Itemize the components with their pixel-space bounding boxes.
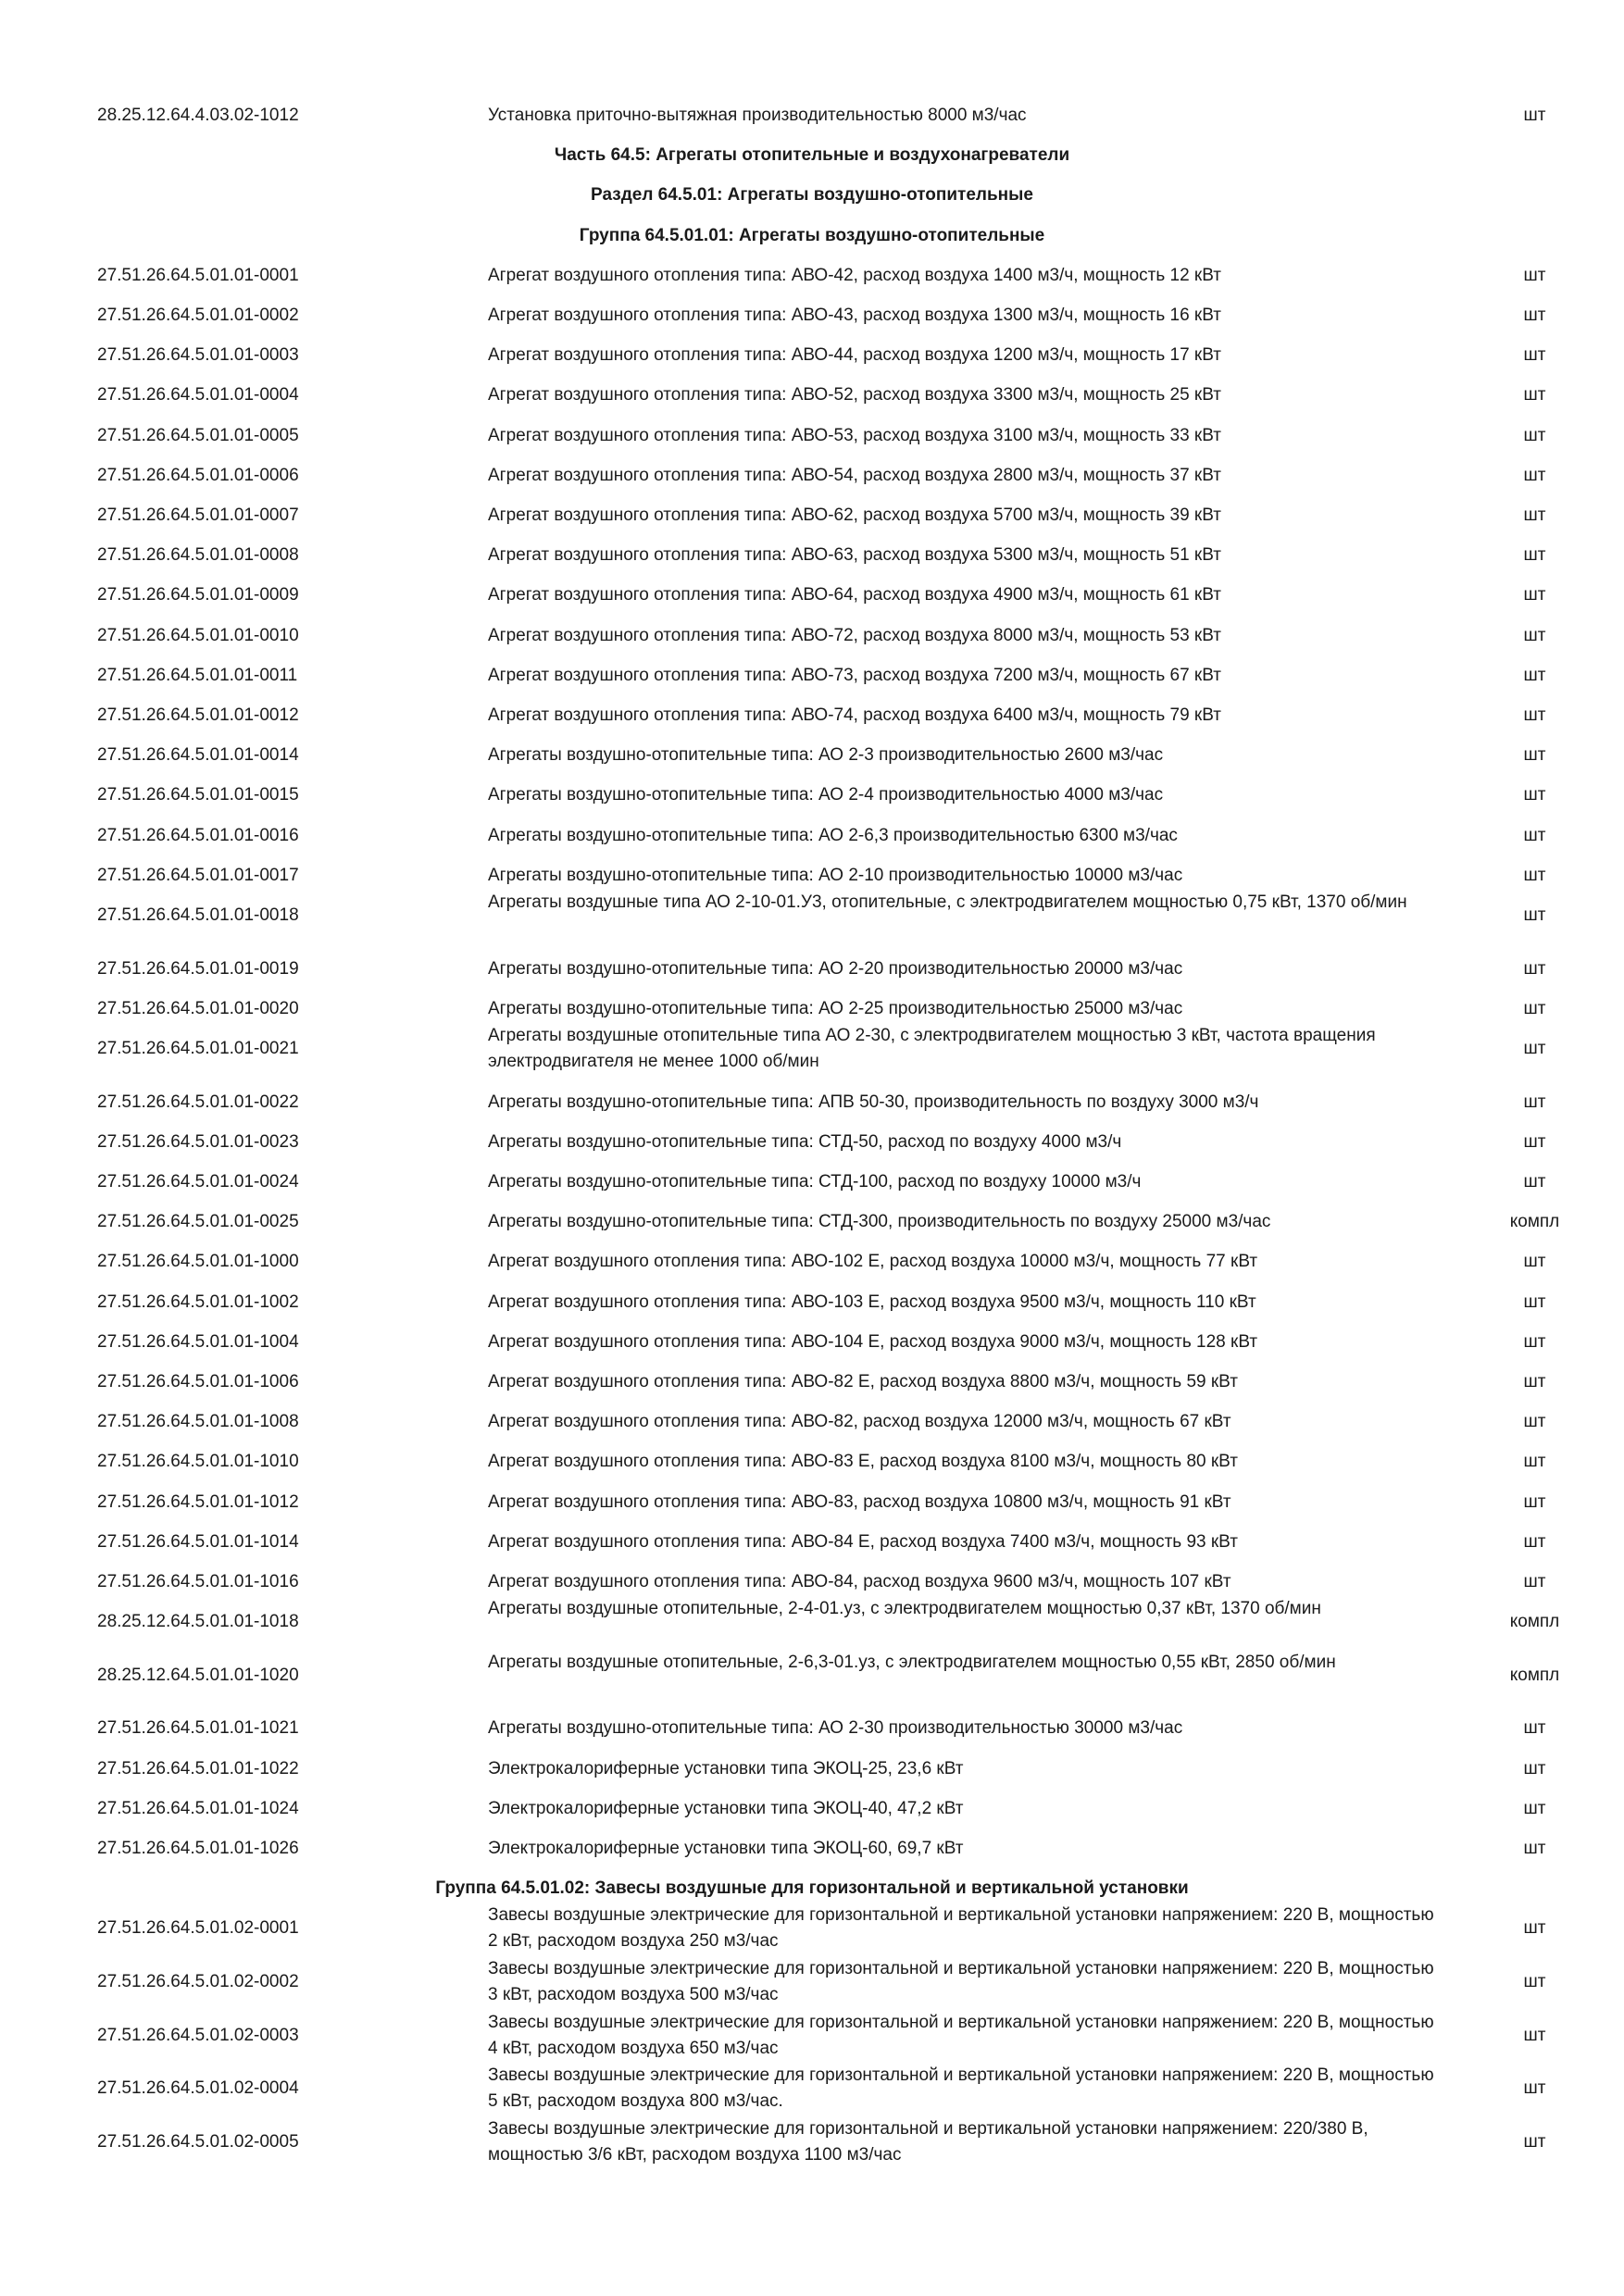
item-description: Агрегаты воздушно-отопительные типа: АО 2-4 производительностью 4000 м3/час [488, 785, 1164, 805]
item-description: Завесы воздушные электрические для горизонтальной и вертикальной установки напряжением: 220 В, мощностью 5 кВт, расходом воздуха 800 м3/час. [488, 2065, 1434, 2112]
item-code: 27.51.26.64.5.01.01-0009 [97, 585, 299, 605]
item-unit: шт [1523, 1292, 1546, 1312]
item-unit: шт [1523, 865, 1546, 885]
item-unit: шт [1523, 1918, 1546, 1939]
item-code: 27.51.26.64.5.01.01-0006 [97, 465, 299, 485]
item-description: Установка приточно-вытяжная производительностью 8000 м3/час [488, 106, 1027, 125]
item-code: 27.51.26.64.5.01.01-1012 [97, 1491, 299, 1512]
item-unit: шт [1523, 505, 1546, 525]
item-description: Агрегат воздушного отопления типа: АВО-84 Е, расход воздуха 7400 м3/ч, мощность 93 кВт [488, 1531, 1238, 1552]
item-code: 27.51.26.64.5.01.01-0003 [97, 345, 299, 366]
item-description: Агрегат воздушного отопления типа: АВО-102 Е, расход воздуха 10000 м3/ч, мощность 77 кВт [488, 1252, 1258, 1272]
item-unit: шт [1523, 1452, 1546, 1472]
item-code: 27.51.26.64.5.01.01-0023 [97, 1131, 299, 1152]
item-description: Агрегат воздушного отопления типа: АВО-74, расход воздуха 6400 м3/ч, мощность 79 кВт [488, 705, 1221, 725]
item-code: 27.51.26.64.5.01.02-0003 [97, 2025, 299, 2045]
item-code: 27.51.26.64.5.01.01-0005 [97, 425, 299, 445]
item-code: 27.51.26.64.5.01.01-0007 [97, 505, 299, 525]
item-unit: шт [1523, 1839, 1546, 1858]
item-code: 27.51.26.64.5.01.01-1016 [97, 1572, 299, 1591]
item-description: Агрегаты воздушные отопительные, 2-6,3-01.уз, с электродвигателем мощностью 0,55 кВт, 2850 об/мин [488, 1652, 1336, 1672]
item-code: 27.51.26.64.5.01.01-0021 [97, 1039, 299, 1058]
item-description: Агрегаты воздушно-отопительные типа: АО 2-25 производительностью 25000 м3/час [488, 998, 1183, 1018]
item-code: 27.51.26.64.5.01.01-0015 [97, 785, 299, 805]
item-code: 27.51.26.64.5.01.01-0019 [97, 958, 299, 979]
item-unit: шт [1523, 1092, 1546, 1112]
item-code: 27.51.26.64.5.01.01-0008 [97, 545, 299, 566]
item-unit: шт [1523, 585, 1546, 605]
item-code: 27.51.26.64.5.01.02-0004 [97, 2078, 299, 2099]
item-description: Агрегаты воздушно-отопительные типа: АПВ 50-30, производительность по воздуху 3000 м3/ч [488, 1092, 1259, 1112]
item-description: Агрегат воздушного отопления типа: АВО-52, расход воздуха 3300 м3/ч, мощность 25 кВт [488, 385, 1221, 406]
item-description: Агрегаты воздушно-отопительные типа: АО 2-20 производительностью 20000 м3/час [488, 958, 1183, 979]
item-description: Агрегаты воздушно-отопительные типа: СТД-100, расход по воздуху 10000 м3/ч [488, 1172, 1142, 1192]
item-unit: шт [1523, 785, 1546, 805]
item-unit: шт [1523, 1572, 1546, 1591]
item-code: 27.51.26.64.5.01.01-0011 [97, 665, 298, 685]
item-unit: шт [1523, 958, 1546, 979]
item-description: Агрегат воздушного отопления типа: АВО-64, расход воздуха 4900 м3/ч, мощность 61 кВт [488, 585, 1221, 605]
item-code: 27.51.26.64.5.01.01-1026 [97, 1839, 299, 1858]
item-unit: шт [1523, 905, 1546, 925]
item-unit: шт [1523, 1491, 1546, 1512]
item-description: Агрегат воздушного отопления типа: АВО-54, расход воздуха 2800 м3/ч, мощность 37 кВт [488, 465, 1221, 485]
item-unit: шт [1523, 1131, 1546, 1152]
item-unit: шт [1523, 425, 1546, 445]
item-code: 27.51.26.64.5.01.02-0002 [97, 1972, 299, 1991]
item-description: Агрегаты воздушно-отопительные типа: АО 2-6,3 производительностью 6300 м3/час [488, 825, 1178, 845]
section-heading: Группа 64.5.01.01: Агрегаты воздушно-отопительные [579, 225, 1045, 245]
item-unit: шт [1523, 625, 1546, 645]
item-description: Агрегат воздушного отопления типа: АВО-73, расход воздуха 7200 м3/ч, мощность 67 кВт [488, 665, 1221, 685]
item-description: Агрегат воздушного отопления типа: АВО-103 Е, расход воздуха 9500 м3/ч, мощность 110 кВт [488, 1292, 1256, 1312]
item-unit: шт [1523, 265, 1546, 285]
item-description: Агрегаты воздушно-отопительные типа: АО 2-30 производительностью 30000 м3/час [488, 1718, 1183, 1739]
item-unit: шт [1523, 1172, 1546, 1192]
item-unit: шт [1523, 385, 1546, 406]
item-description: Завесы воздушные электрические для горизонтальной и вертикальной установки напряжением: 220 В, мощностью 4 кВт, расходом воздуха 650 м3/час [488, 2012, 1434, 2058]
item-code: 27.51.26.64.5.01.01-1004 [97, 1331, 299, 1352]
item-unit: шт [1523, 545, 1546, 566]
item-unit: шт [1523, 1372, 1546, 1391]
item-unit: шт [1523, 345, 1546, 366]
item-code: 27.51.26.64.5.01.01-0022 [97, 1092, 299, 1112]
item-unit: шт [1523, 1331, 1546, 1352]
item-unit: шт [1523, 306, 1546, 325]
item-code: 27.51.26.64.5.01.01-1021 [97, 1718, 299, 1739]
item-description: Агрегат воздушного отопления типа: АВО-44, расход воздуха 1200 м3/ч, мощность 17 кВт [488, 345, 1221, 366]
item-description: Агрегаты воздушно-отопительные типа: СТД-50, расход по воздуху 4000 м3/ч [488, 1131, 1122, 1152]
item-code: 27.51.26.64.5.01.01-0020 [97, 998, 299, 1018]
item-unit: шт [1523, 1412, 1546, 1432]
item-unit: шт [1523, 745, 1546, 766]
section-heading: Группа 64.5.01.02: Завесы воздушные для горизонтальной и вертикальной установки [435, 1878, 1189, 1899]
item-description: Агрегат воздушного отопления типа: АВО-42, расход воздуха 1400 м3/ч, мощность 12 кВт [488, 265, 1221, 285]
item-unit: шт [1523, 825, 1546, 845]
item-description: Агрегат воздушного отопления типа: АВО-82, расход воздуха 12000 м3/ч, мощность 67 кВт [488, 1412, 1231, 1432]
item-unit: шт [1523, 2078, 1546, 2099]
item-unit: шт [1523, 106, 1546, 125]
item-description: Агрегаты воздушные отопительные, 2-4-01.уз, с электродвигателем мощностью 0,37 кВт, 1370 об/мин [488, 1599, 1321, 1619]
item-unit: шт [1523, 665, 1546, 685]
item-code: 28.25.12.64.4.03.02-1012 [97, 106, 299, 125]
item-code: 27.51.26.64.5.01.01-0025 [97, 1212, 299, 1232]
item-code: 27.51.26.64.5.01.01-0002 [97, 306, 299, 325]
item-code: 27.51.26.64.5.01.01-0014 [97, 745, 299, 766]
item-description: Агрегат воздушного отопления типа: АВО-63, расход воздуха 5300 м3/ч, мощность 51 кВт [488, 545, 1221, 566]
item-unit: шт [1523, 1531, 1546, 1552]
item-code: 27.51.26.64.5.01.01-1006 [97, 1372, 299, 1391]
item-code: 27.51.26.64.5.01.01-0001 [97, 265, 299, 285]
item-code: 27.51.26.64.5.01.01-1022 [97, 1758, 299, 1778]
item-unit: компл [1509, 1612, 1560, 1632]
item-unit: шт [1523, 1718, 1546, 1739]
item-description: Завесы воздушные электрические для горизонтальной и вертикальной установки напряжением: 220/380 В, мощностью 3/6 кВт, расходом воздуха 1100 м3/час [488, 2118, 1368, 2165]
item-unit: шт [1523, 998, 1546, 1018]
item-code: 28.25.12.64.5.01.01-1020 [97, 1665, 299, 1685]
item-description: Агрегат воздушного отопления типа: АВО-84, расход воздуха 9600 м3/ч, мощность 107 кВт [488, 1572, 1231, 1591]
item-description: Агрегат воздушного отопления типа: АВО-62, расход воздуха 5700 м3/ч, мощность 39 кВт [488, 505, 1221, 525]
item-unit: шт [1523, 1798, 1546, 1818]
item-description: Электрокалориферные установки типа ЭКОЦ-60, 69,7 кВт [488, 1839, 964, 1858]
item-description: Агрегаты воздушно-отопительные типа: АО 2-10 производительностью 10000 м3/час [488, 865, 1183, 885]
item-description: Агрегат воздушного отопления типа: АВО-82 Е, расход воздуха 8800 м3/ч, мощность 59 кВт [488, 1372, 1238, 1391]
item-code: 27.51.26.64.5.01.01-0024 [97, 1172, 299, 1192]
item-unit: шт [1523, 1039, 1546, 1058]
item-code: 27.51.26.64.5.01.01-1024 [97, 1798, 299, 1818]
item-code: 27.51.26.64.5.01.01-1008 [97, 1412, 299, 1432]
item-code: 27.51.26.64.5.01.01-0012 [97, 705, 299, 725]
section-heading: Часть 64.5: Агрегаты отопительные и воздухонагреватели [554, 145, 1070, 166]
item-code: 28.25.12.64.5.01.01-1018 [97, 1612, 299, 1632]
item-description: Агрегаты воздушные типа АО 2-10-01.У3, отопительные, с электродвигателем мощностью 0,75 кВт, 1370 об/мин [488, 892, 1407, 912]
item-description: Агрегат воздушного отопления типа: АВО-104 Е, расход воздуха 9000 м3/ч, мощность 128 кВт [488, 1331, 1258, 1352]
item-unit: шт [1523, 2025, 1546, 2045]
section-heading: Раздел 64.5.01: Агрегаты воздушно-отопительные [591, 185, 1033, 206]
item-code: 27.51.26.64.5.01.01-0018 [97, 905, 299, 925]
item-description: Завесы воздушные электрические для горизонтальной и вертикальной установки напряжением: 220 В, мощностью 3 кВт, расходом воздуха 500 м3/час [488, 1959, 1434, 2004]
item-code: 27.51.26.64.5.01.01-1010 [97, 1452, 299, 1472]
item-unit: шт [1523, 1252, 1546, 1272]
item-code: 27.51.26.64.5.01.01-1000 [97, 1252, 299, 1272]
item-code: 27.51.26.64.5.01.01-0004 [97, 385, 299, 406]
item-unit: шт [1523, 705, 1546, 725]
item-description: Агрегат воздушного отопления типа: АВО-43, расход воздуха 1300 м3/ч, мощность 16 кВт [488, 306, 1221, 325]
item-code: 27.51.26.64.5.01.01-1014 [97, 1531, 299, 1552]
item-unit: шт [1523, 2131, 1546, 2152]
item-description: Завесы воздушные электрические для горизонтальной и вертикальной установки напряжением: 220 В, мощностью 2 кВт, расходом воздуха 250 м3/час [488, 1905, 1434, 1952]
item-unit: компл [1509, 1212, 1560, 1232]
item-unit: шт [1523, 1758, 1546, 1778]
item-unit: компл [1509, 1665, 1560, 1685]
item-code: 27.51.26.64.5.01.01-0017 [97, 865, 299, 885]
item-code: 27.51.26.64.5.01.01-0016 [97, 825, 299, 845]
item-code: 27.51.26.64.5.01.02-0001 [97, 1918, 299, 1939]
item-description: Агрегаты воздушно-отопительные типа: СТД-300, производительность по воздуху 25000 м3/час [488, 1212, 1271, 1232]
item-code: 27.51.26.64.5.01.02-0005 [97, 2131, 299, 2152]
item-description: Агрегат воздушного отопления типа: АВО-53, расход воздуха 3100 м3/ч, мощность 33 кВт [488, 425, 1221, 445]
item-code: 27.51.26.64.5.01.01-1002 [97, 1292, 299, 1312]
item-code: 27.51.26.64.5.01.01-0010 [97, 625, 299, 645]
item-description: Электрокалориферные установки типа ЭКОЦ-40, 47,2 кВт [488, 1798, 964, 1818]
item-unit: шт [1523, 465, 1546, 485]
item-unit: шт [1523, 1972, 1546, 1991]
item-description: Агрегат воздушного отопления типа: АВО-72, расход воздуха 8000 м3/ч, мощность 53 кВт [488, 625, 1221, 645]
item-description: Электрокалориферные установки типа ЭКОЦ-25, 23,6 кВт [488, 1758, 964, 1778]
item-description: Агрегат воздушного отопления типа: АВО-83, расход воздуха 10800 м3/ч, мощность 91 кВт [488, 1491, 1231, 1512]
item-description: Агрегаты воздушные отопительные типа АО 2-30, с электродвигателем мощностью 3 кВт, частота вращения электродвигателя не менее 1000 об/мин [488, 1026, 1376, 1071]
item-description: Агрегаты воздушно-отопительные типа: АО 2-3 производительностью 2600 м3/час [488, 745, 1164, 766]
item-description: Агрегат воздушного отопления типа: АВО-83 Е, расход воздуха 8100 м3/ч, мощность 80 кВт [488, 1452, 1238, 1472]
